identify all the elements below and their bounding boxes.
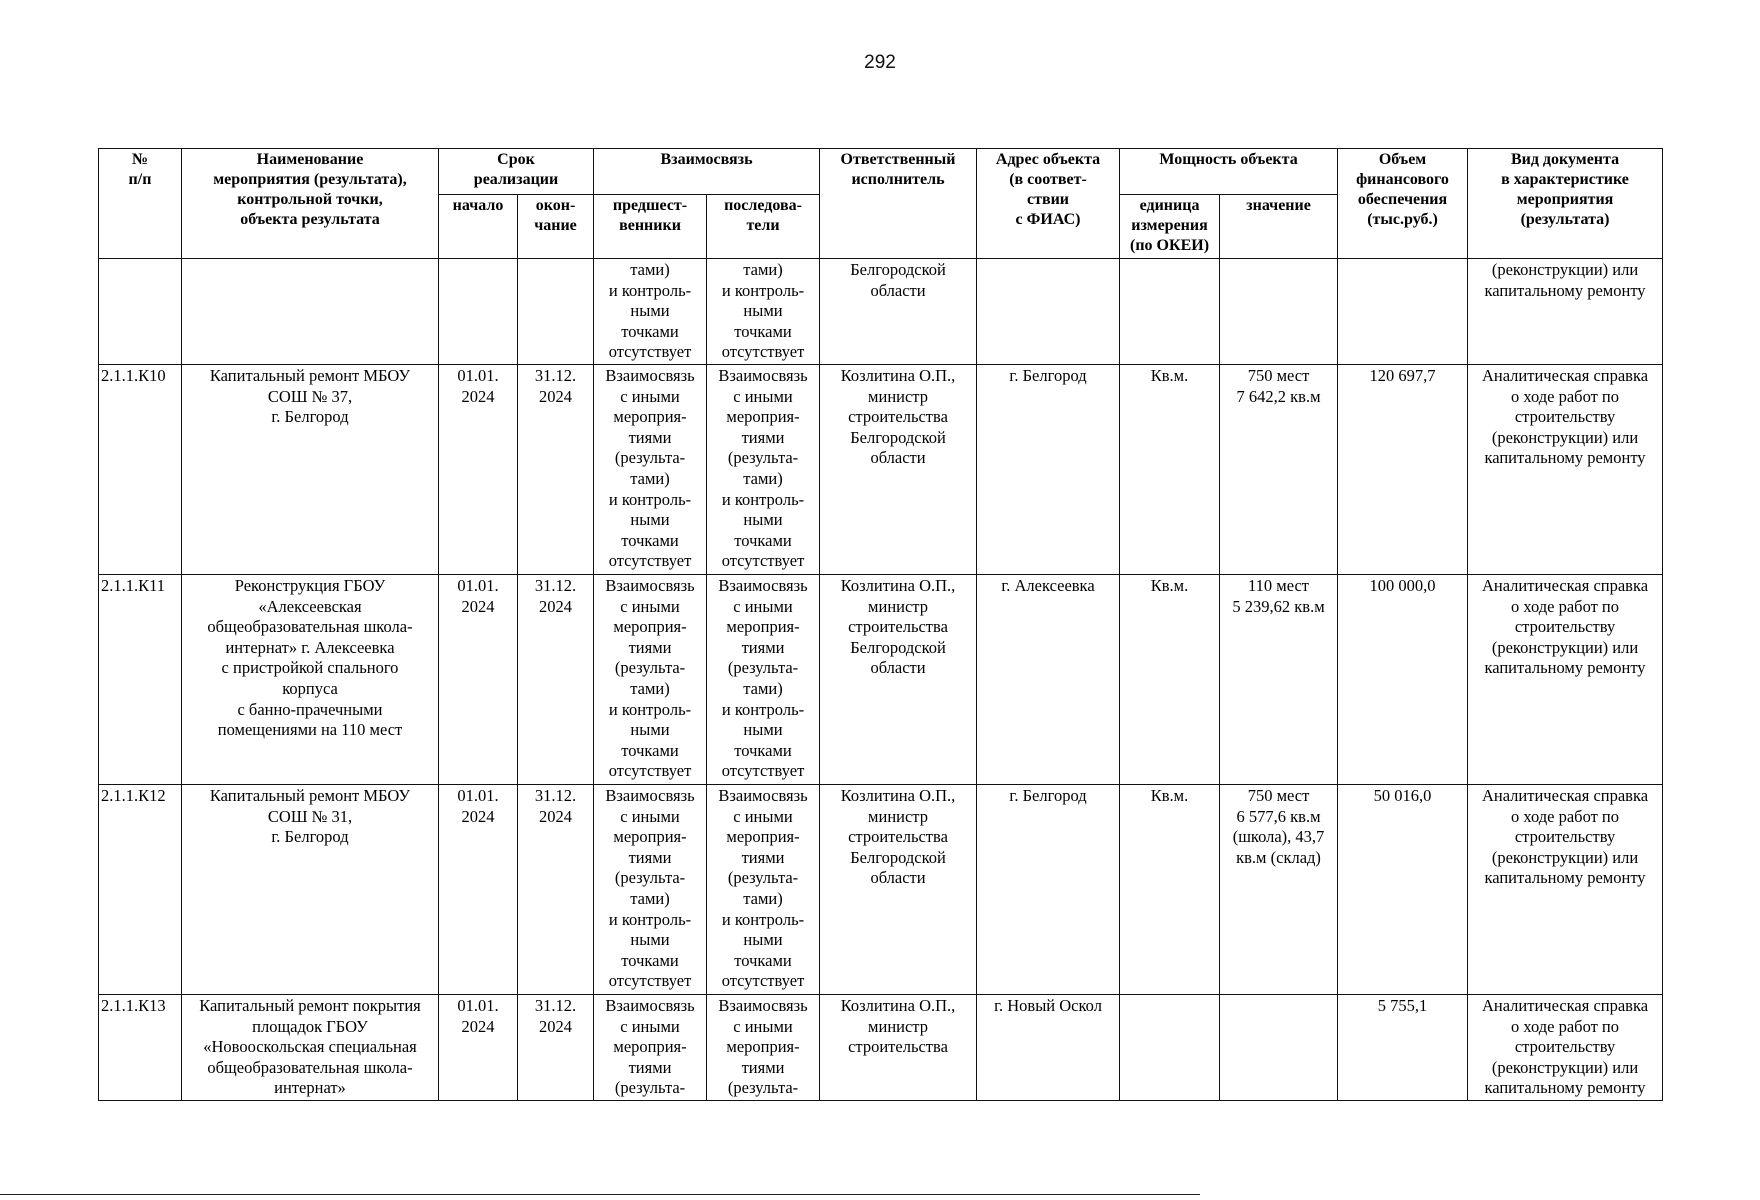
- cell-start: 01.01. 2024: [439, 574, 518, 784]
- cell-unit: Кв.м.: [1120, 784, 1220, 994]
- cell-number: 2.1.1.К13: [99, 994, 182, 1100]
- cell-number: 2.1.1.К10: [99, 364, 182, 574]
- cell-executor: Козлитина О.П., министр строительства Белгородской области: [820, 784, 977, 994]
- cell-finance: 120 697,7: [1338, 364, 1468, 574]
- header-number: № п/п: [99, 149, 182, 259]
- header-link-next: последова- тели: [707, 195, 820, 259]
- cell-finance: 100 000,0: [1338, 574, 1468, 784]
- measures-table: [98, 148, 1663, 1101]
- table-row: [99, 784, 1663, 994]
- header-executor: Ответственный исполнитель: [820, 149, 977, 259]
- cell-address: г. Белгород: [977, 364, 1120, 574]
- cell-executor: Белгородской области: [820, 259, 977, 365]
- cell-name: Капитальный ремонт МБОУ СОШ № 31, г. Белгород: [182, 784, 439, 994]
- cell-unit: Кв.м.: [1120, 364, 1220, 574]
- cell-prev: тами) и контроль- ными точками отсутствует: [594, 259, 707, 365]
- header-capacity: Мощность объекта: [1120, 149, 1338, 195]
- cell-number: 2.1.1.К11: [99, 574, 182, 784]
- cell-value: [1220, 994, 1338, 1100]
- cell-doctype: (реконструкции) или капитальному ремонту: [1468, 259, 1663, 365]
- cell-start: 01.01. 2024: [439, 994, 518, 1100]
- cell-name: Капитальный ремонт покрытия площадок ГБОУ «Новооскольская специальная общеобразовательная школа- интернат»: [182, 994, 439, 1100]
- table-row: [99, 994, 1663, 1100]
- cell-name: Капитальный ремонт МБОУ СОШ № 37, г. Белгород: [182, 364, 439, 574]
- cell-value: 750 мест 6 577,6 кв.м (школа), 43,7 кв.м (склад): [1220, 784, 1338, 994]
- cell-prev: Взаимосвязь с иными мероприя- тиями (результа-: [594, 994, 707, 1100]
- cell-value: 750 мест 7 642,2 кв.м: [1220, 364, 1338, 574]
- cell-prev: Взаимосвязь с иными мероприя- тиями (результа- тами) и контроль- ными точками отсутствует: [594, 364, 707, 574]
- cell-name: [182, 259, 439, 365]
- header-term: Срок реализации: [439, 149, 594, 195]
- cell-value: [1220, 259, 1338, 365]
- header-term-end: окон- чание: [518, 195, 594, 259]
- cell-value: 110 мест 5 239,62 кв.м: [1220, 574, 1338, 784]
- cell-finance: 5 755,1: [1338, 994, 1468, 1100]
- header-doctype: Вид документа в характеристике мероприятия (результата): [1468, 149, 1663, 259]
- cell-name: Реконструкция ГБОУ «Алексеевская общеобразовательная школа- интернат» г. Алексеевка с пристройкой спального корпуса с банно-прачечными помещениями на 110 мест: [182, 574, 439, 784]
- cell-next: Взаимосвязь с иными мероприя- тиями (результа- тами) и контроль- ными точками отсутствует: [707, 364, 820, 574]
- cell-executor: Козлитина О.П., министр строительства: [820, 994, 977, 1100]
- header-finance: Объем финансового обеспечения (тыс.руб.): [1338, 149, 1468, 259]
- cell-executor: Козлитина О.П., министр строительства Белгородской области: [820, 574, 977, 784]
- cell-next: Взаимосвязь с иными мероприя- тиями (результа- тами) и контроль- ными точками отсутствует: [707, 574, 820, 784]
- cell-next: Взаимосвязь с иными мероприя- тиями (результа-: [707, 994, 820, 1100]
- table-row: [99, 259, 1663, 365]
- cell-end: 31.12. 2024: [518, 364, 594, 574]
- table-row: [99, 574, 1663, 784]
- bottom-divider: [0, 1194, 1200, 1195]
- cell-doctype: Аналитическая справка о ходе работ по строительству (реконструкции) или капитальному ремонту: [1468, 994, 1663, 1100]
- cell-address: г. Новый Оскол: [977, 994, 1120, 1100]
- cell-prev: Взаимосвязь с иными мероприя- тиями (результа- тами) и контроль- ными точками отсутствует: [594, 574, 707, 784]
- cell-start: 01.01. 2024: [439, 784, 518, 994]
- table-row: [99, 364, 1663, 574]
- cell-next: тами) и контроль- ными точками отсутствует: [707, 259, 820, 365]
- header-link-prev: предшест- венники: [594, 195, 707, 259]
- cell-end: [518, 259, 594, 365]
- cell-finance: [1338, 259, 1468, 365]
- cell-doctype: Аналитическая справка о ходе работ по строительству (реконструкции) или капитальному ремонту: [1468, 364, 1663, 574]
- cell-unit: [1120, 994, 1220, 1100]
- cell-start: [439, 259, 518, 365]
- cell-executor: Козлитина О.П., министр строительства Белгородской области: [820, 364, 977, 574]
- cell-unit: [1120, 259, 1220, 365]
- header-address: Адрес объекта (в соответ- ствии с ФИАС): [977, 149, 1120, 259]
- header-capacity-value: значение: [1220, 195, 1338, 259]
- cell-prev: Взаимосвязь с иными мероприя- тиями (результа- тами) и контроль- ными точками отсутствует: [594, 784, 707, 994]
- cell-number: 2.1.1.К12: [99, 784, 182, 994]
- header-name: Наименование мероприятия (результата), контрольной точки, объекта результата: [182, 149, 439, 259]
- cell-finance: 50 016,0: [1338, 784, 1468, 994]
- cell-end: 31.12. 2024: [518, 994, 594, 1100]
- cell-doctype: Аналитическая справка о ходе работ по строительству (реконструкции) или капитальному ремонту: [1468, 784, 1663, 994]
- cell-end: 31.12. 2024: [518, 784, 594, 994]
- cell-number: [99, 259, 182, 365]
- page-number: 292: [864, 52, 896, 73]
- header-capacity-unit: единица измерения (по ОКЕИ): [1120, 195, 1220, 259]
- cell-address: г. Белгород: [977, 784, 1120, 994]
- header-term-start: начало: [439, 195, 518, 259]
- header-link: Взаимосвязь: [594, 149, 820, 195]
- cell-doctype: Аналитическая справка о ходе работ по строительству (реконструкции) или капитальному ремонту: [1468, 574, 1663, 784]
- cell-next: Взаимосвязь с иными мероприя- тиями (результа- тами) и контроль- ными точками отсутствует: [707, 784, 820, 994]
- cell-unit: Кв.м.: [1120, 574, 1220, 784]
- cell-address: [977, 259, 1120, 365]
- cell-end: 31.12. 2024: [518, 574, 594, 784]
- cell-address: г. Алексеевка: [977, 574, 1120, 784]
- cell-start: 01.01. 2024: [439, 364, 518, 574]
